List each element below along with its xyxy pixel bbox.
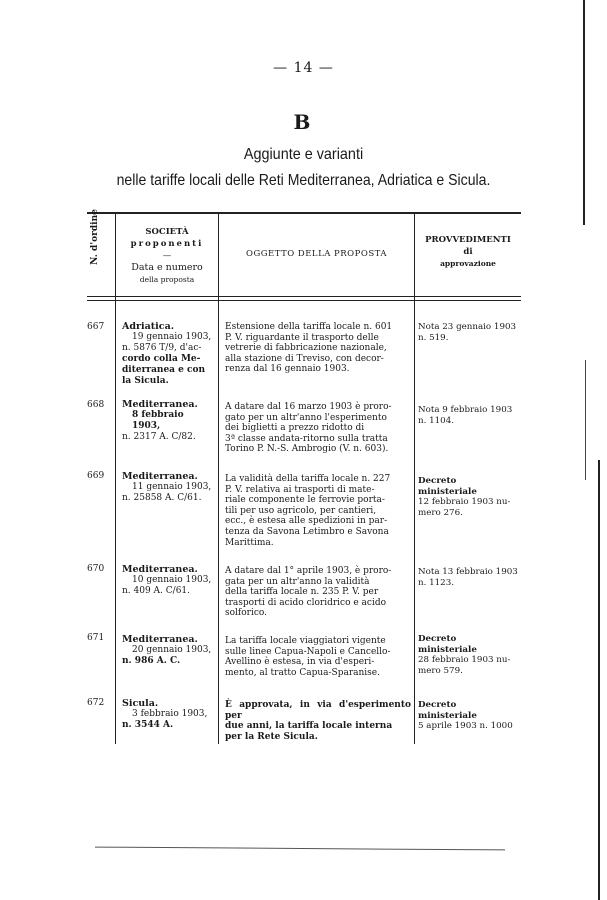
oggetto-line: sulle linee Capua-Napoli e Cancello- (225, 646, 391, 657)
header-societa (116, 226, 218, 286)
header-societa-line4: della proposta (139, 275, 195, 284)
header-provv-line1: PROVVEDIMENTI (425, 235, 511, 245)
societa-line: 10 gennaio 1903, (132, 575, 212, 585)
table-header-rule-2 (87, 300, 521, 301)
title-line-2: nelle tariffe locali delle Reti Mediterranea, Adriatica e Sicula. (116, 172, 491, 189)
societa-line: 3 febbraio 1903, (132, 709, 208, 719)
oggetto-line: della tariffa locale n. 235 P. V. per (225, 587, 379, 598)
societa-line: cordo colla Me- (122, 354, 201, 364)
oggetto-cell (225, 402, 411, 455)
provvedimento-line: Nota 23 gennaio 1903 (418, 322, 517, 332)
provvedimento-line: 12 febbraio 1903 nu- (418, 497, 511, 508)
societa-line: la Sicula. (122, 376, 169, 386)
oggetto-line: A datare dal 1° aprile 1903, è proro- (225, 566, 392, 576)
title-line-1: Aggiunte e varianti (243, 146, 364, 163)
row-number: 667 (87, 322, 105, 332)
oggetto-line: vetrerie di fabbricazione nazionale, (225, 343, 387, 354)
oggetto-line: trasporti di acido cloridrico e acido (225, 597, 386, 608)
provvedimento-line: 28 febbraio 1903 nu- (418, 655, 511, 666)
societa-line: n. 5876 T/9, d'ac- (122, 343, 202, 353)
provvedimento-line: 5 aprile 1903 n. 1000 (418, 721, 513, 732)
oggetto-line: Marittima. (225, 537, 274, 548)
oggetto-line: renza dal 16 gennaio 1903. (225, 364, 350, 375)
provvedimento-cell (418, 405, 518, 426)
societa-line: n. 409 A. C/61. (122, 586, 191, 596)
societa-name: Adriatica. (122, 321, 175, 332)
societa-line: 11 gennaio 1903, (132, 482, 212, 492)
row-number: 668 (87, 400, 105, 410)
provvedimento-line: Decreto ministeriale (418, 634, 477, 655)
row-number: 670 (87, 564, 105, 574)
oggetto-line: P. V. riguardante il trasporto delle (225, 332, 379, 343)
societa-line: n. 3544 A. (122, 720, 174, 730)
page-edge-rule (583, 0, 585, 225)
societa-name: Sicula. (122, 698, 159, 709)
societa-name: Mediterranea. (122, 399, 198, 410)
section-letter: B (293, 110, 314, 134)
row-number: 669 (87, 471, 105, 481)
header-societa-line2: proponenti (130, 239, 204, 249)
societa-line: 8 febbraio 1903, (132, 410, 184, 431)
header-societa-dash: — (162, 251, 172, 261)
oggetto-line: solforico. (225, 608, 268, 619)
oggetto-line: Estensione della tariffa locale n. 601 (225, 322, 393, 332)
column-divider-3 (414, 214, 415, 744)
row-number: 671 (87, 633, 105, 643)
societa-line: n. 25858 A. C/61. (122, 493, 202, 503)
page-edge-rule (585, 360, 586, 480)
provvedimento-cell (418, 567, 518, 588)
oggetto-line: La validità della tariffa locale n. 227 (225, 474, 391, 484)
oggetto-line: due anni, la tariffa locale interna (225, 721, 393, 732)
societa-line: 19 gennaio 1903, (132, 332, 212, 342)
header-provvedimenti (415, 234, 521, 270)
provvedimento-line: n. 1104. (418, 415, 454, 426)
header-oggetto: OGGETTO DELLA PROPOSTA (245, 249, 387, 259)
provvedimento-line: Decreto ministeriale (418, 476, 477, 497)
provvedimento-line: n. 519. (418, 332, 449, 343)
column-divider-1 (115, 214, 116, 744)
oggetto-line: Avellino è estesa, in via d'esperi- (225, 657, 375, 668)
oggetto-cell (225, 322, 411, 375)
oggetto-cell (225, 566, 411, 619)
oggetto-cell (225, 636, 411, 678)
oggetto-line: Torino P. N.-S. Ambrogio (V. n. 603). (225, 444, 389, 455)
oggetto-line: La tariffa locale viaggiatori vigente (225, 636, 386, 646)
societa-line: 20 gennaio 1903, (132, 645, 212, 655)
oggetto-line: È approvata, in via d'esperimento per (225, 700, 411, 721)
provvedimento-cell (418, 634, 518, 676)
provvedimento-line: Nota 9 febbraio 1903 (418, 405, 513, 415)
oggetto-line: P. V. relativa ai trasporti di mate- (225, 484, 375, 495)
page-edge-rule (598, 460, 600, 900)
page-number: — 14 — (273, 60, 334, 76)
societa-line: n. 2317 A. C/82. (122, 432, 196, 442)
provvedimento-line: mero 276. (418, 507, 463, 518)
column-divider-2 (218, 214, 219, 744)
societa-cell (122, 634, 214, 667)
row-number: 672 (87, 698, 105, 708)
societa-cell (122, 564, 214, 597)
bottom-rule (95, 847, 505, 851)
oggetto-line: gata per un altr'anno la validità (225, 576, 370, 587)
provvedimento-cell (418, 322, 518, 343)
provvedimento-line: mero 579. (418, 665, 463, 676)
oggetto-line: riale componente le ferrovie porta- (225, 495, 385, 506)
header-societa-line1: SOCIETÀ (145, 227, 189, 237)
provvedimento-cell (418, 700, 518, 732)
header-ordine: N. d'ordine (90, 209, 100, 265)
table-top-rule (87, 212, 521, 214)
oggetto-line: gato per un altr'anno l'esperimento (225, 412, 387, 423)
oggetto-line: A datare dal 16 marzo 1903 è proro- (225, 402, 392, 412)
header-provv-line3: approvazione (440, 259, 496, 268)
oggetto-line: dei biglietti a prezzo ridotto di (225, 423, 365, 434)
oggetto-line: tili per uso agricolo, per cantieri, (225, 505, 377, 516)
provvedimento-line: Nota 13 febbraio 1903 (418, 567, 518, 577)
oggetto-line: tenza da Savona Letimbro e Savona (225, 526, 389, 537)
header-societa-line3: Data e numero (131, 262, 203, 273)
oggetto-line: alla stazione di Treviso, con decor- (225, 353, 384, 364)
oggetto-line: mento, al tratto Capua-Sparanise. (225, 667, 380, 678)
provvedimento-line: n. 1123. (418, 577, 454, 588)
societa-name: Mediterranea. (122, 634, 198, 645)
societa-line: diterranea e con (122, 365, 206, 375)
oggetto-line: 3ª classe andata-ritorno sulla tratta (225, 433, 388, 444)
societa-cell (122, 399, 214, 443)
provvedimento-cell (418, 476, 518, 518)
societa-cell (122, 698, 214, 731)
societa-name: Mediterranea. (122, 471, 198, 482)
table-header-rule (87, 296, 521, 297)
oggetto-line: per la Rete Sicula. (225, 731, 318, 742)
societa-name: Mediterranea. (122, 564, 198, 575)
oggetto-line: ecc., è estesa alle spedizioni in par- (225, 516, 388, 527)
header-provv-line2: di (463, 247, 473, 257)
provvedimento-line: Decreto ministeriale (418, 700, 477, 721)
societa-cell (122, 471, 214, 504)
societa-line: n. 986 A. C. (122, 656, 181, 666)
oggetto-cell (225, 474, 411, 548)
societa-cell (122, 321, 214, 387)
oggetto-cell (225, 700, 411, 742)
